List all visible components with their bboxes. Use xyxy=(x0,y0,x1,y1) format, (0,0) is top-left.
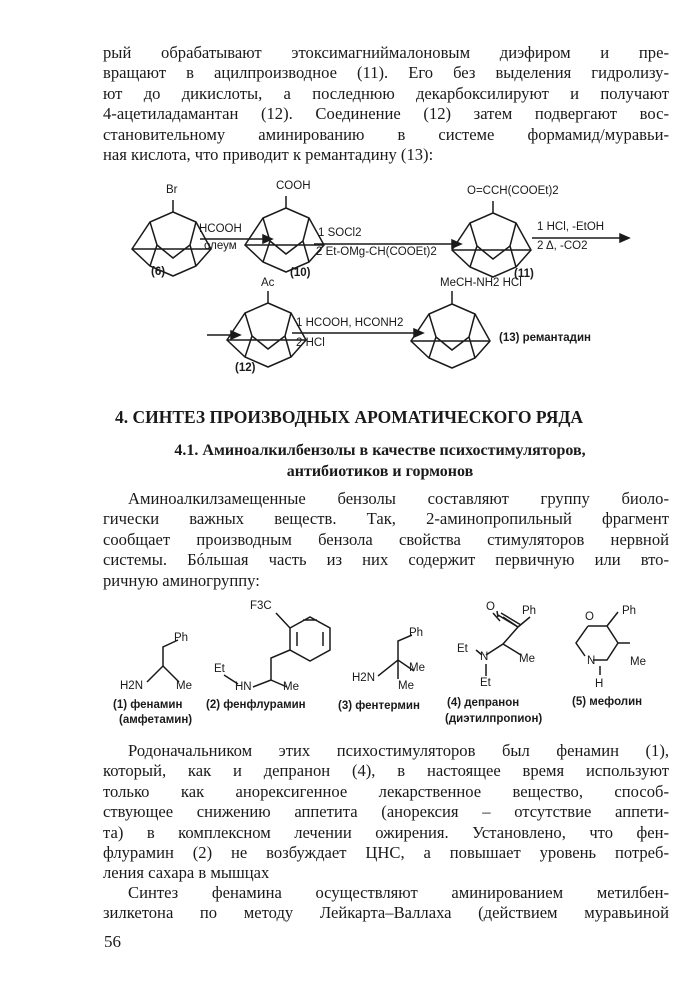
reagent-socl2: 1 SOCl2 xyxy=(318,227,362,239)
text-line: вращают в ацилпроизводное (11). Его без выделения гидролизу- xyxy=(103,63,669,83)
c4-ph: Ph xyxy=(522,605,537,617)
compound-10-label: (10) xyxy=(290,267,311,279)
text-line: зилкетона по методу Лейкарта–Валлаха (действием муравьиной xyxy=(103,903,669,923)
c3-h2n: H2N xyxy=(352,672,376,684)
subsection-heading-line: 4.1. Аминоалкилбензолы в качестве психостимуляторов, xyxy=(174,442,586,459)
compound-4-name: (4) депранон xyxy=(447,697,520,709)
continuation-arrow xyxy=(207,331,240,339)
compound-2-name: (2) фенфлурамин xyxy=(206,699,306,711)
c4-et2: Et xyxy=(480,677,491,689)
reagent-hcl: 2 HCl xyxy=(296,337,325,349)
c3-me1: Me xyxy=(409,662,425,674)
cooh-substituent: COOH xyxy=(276,180,311,192)
c4-me: Me xyxy=(519,653,535,665)
page-number: 56 xyxy=(104,932,121,951)
c2-hn: HN xyxy=(235,681,252,693)
adamantane-10-structure xyxy=(245,196,324,272)
br-substituent: Br xyxy=(166,184,178,196)
c1-me: Me xyxy=(176,680,192,692)
c5-n: N xyxy=(587,655,596,667)
phenamine-structure xyxy=(147,640,179,682)
c4-o: O xyxy=(486,601,495,613)
reagent-etomg: 2 Et-OMg-CH(COOEt)2 xyxy=(316,246,437,258)
compound-3-name: (3) фентермин xyxy=(338,700,420,712)
text-line: который, как и депранон (4), в настоящее время используют xyxy=(103,761,669,781)
reagent-hcooh: HCOOH xyxy=(199,223,242,235)
c5-o: O xyxy=(585,611,594,623)
text-line: рый обрабатывают этоксимагниймалоновым диэфиром и пре- xyxy=(103,43,669,62)
ac-substituent: Ac xyxy=(261,277,275,289)
text-line: Родоначальником этих психостимуляторов был фенамин (1), xyxy=(128,741,669,760)
text-line: гически важных веществ. Так, 2-аминопропильный фрагмент xyxy=(103,509,669,529)
text-line: ричную аминогруппу: xyxy=(103,570,260,590)
compound-12-label: (12) xyxy=(235,362,256,374)
text-line: Аминоалкилзамещенные бензолы составляют группу биоло- xyxy=(128,489,669,508)
text-line: ют до дикислоты, а последнюю декарбоксилируют и получают xyxy=(103,83,669,103)
paragraph-3 xyxy=(103,741,669,884)
c1-ph: Ph xyxy=(174,632,189,644)
text-line: та) в комплексном лечении ожирения. Установлено, что фен- xyxy=(103,822,669,842)
text-line: ления сахара в мышцах xyxy=(103,863,270,883)
c5-ph: Ph xyxy=(622,605,637,617)
text-line: флурамин (2) не возбуждает ЦНС, а повышает уровень потреб- xyxy=(103,843,669,863)
compound-11-label: (11) xyxy=(514,268,534,280)
c5-h: H xyxy=(595,678,604,690)
section-heading: 4. СИНТЕЗ ПРОИЗВОДНЫХ АРОМАТИЧЕСКОГО РЯДА xyxy=(114,407,584,427)
c3-me2: Me xyxy=(398,680,414,692)
depranone-structure xyxy=(476,611,530,676)
c1-h2n: H2N xyxy=(120,680,144,692)
paragraph-2 xyxy=(103,489,669,591)
fenfluramine-structure xyxy=(224,613,330,687)
mech-nh2-substituent: MeCH-NH2 HCl xyxy=(440,277,522,289)
adamantane-11-structure xyxy=(452,201,531,277)
c2-cf3: F3C xyxy=(250,600,272,612)
c4-et1: Et xyxy=(457,643,468,655)
reagent-hcooh-hconh2: 1 HCOOH, HCONH2 xyxy=(296,317,404,329)
c2-me: Me xyxy=(283,681,299,693)
c4-n: N xyxy=(480,651,489,663)
reaction-arrow-4 xyxy=(292,329,423,337)
compound-4-alt-name: (диэтилпропион) xyxy=(445,713,543,725)
c5-me: Me xyxy=(630,656,646,668)
paragraph-4 xyxy=(103,883,669,924)
compound-5-name: (5) мефолин xyxy=(572,696,643,708)
text-line: становительному аминированию в системе формамид/муравьи- xyxy=(103,124,669,144)
c3-ph: Ph xyxy=(409,627,424,639)
text-line: ствующее снижению аппетита (анорексия – отсутствие аппети- xyxy=(103,802,669,822)
adamantane-12-structure xyxy=(227,291,306,367)
reagent-oleum: олеум xyxy=(204,240,237,252)
text-line: Синтез фенамина осуществляют аминированием метилбен- xyxy=(128,883,669,902)
adamantane-6-structure xyxy=(132,200,211,276)
reagent-heat-co2: 2 Δ, -CO2 xyxy=(537,240,588,252)
acyl-substituent: O=CCH(COOEt)2 xyxy=(467,185,559,197)
text-line: ная кислота, что приводит к ремантадину (13): xyxy=(103,145,434,165)
text-line: системы. Бóльшая часть из них содержит первичную или вто- xyxy=(103,550,669,570)
compound-1-name: (1) фенамин xyxy=(113,699,183,711)
subsection-heading xyxy=(130,440,630,482)
reagent-hcl-etoh: 1 HCl, -EtOH xyxy=(537,221,605,233)
text-line: сообщает производным бензола свойства стимуляторов нервной xyxy=(103,529,669,549)
c2-et: Et xyxy=(214,663,225,675)
compound-13-label: (13) ремантадин xyxy=(499,332,591,344)
compound-1-alt-name: (амфетамин) xyxy=(119,714,193,726)
text-line: только как анорексигенное лекарственное вещество, способ- xyxy=(103,781,669,801)
compound-6-label: (6) xyxy=(151,266,166,278)
text-line: 4-ацетиладамантан (12). Соединение (12) затем подвергают вос- xyxy=(103,104,669,124)
subsection-heading-line: антибиотиков и гормонов xyxy=(286,463,474,480)
adamantane-13-structure xyxy=(411,291,490,368)
